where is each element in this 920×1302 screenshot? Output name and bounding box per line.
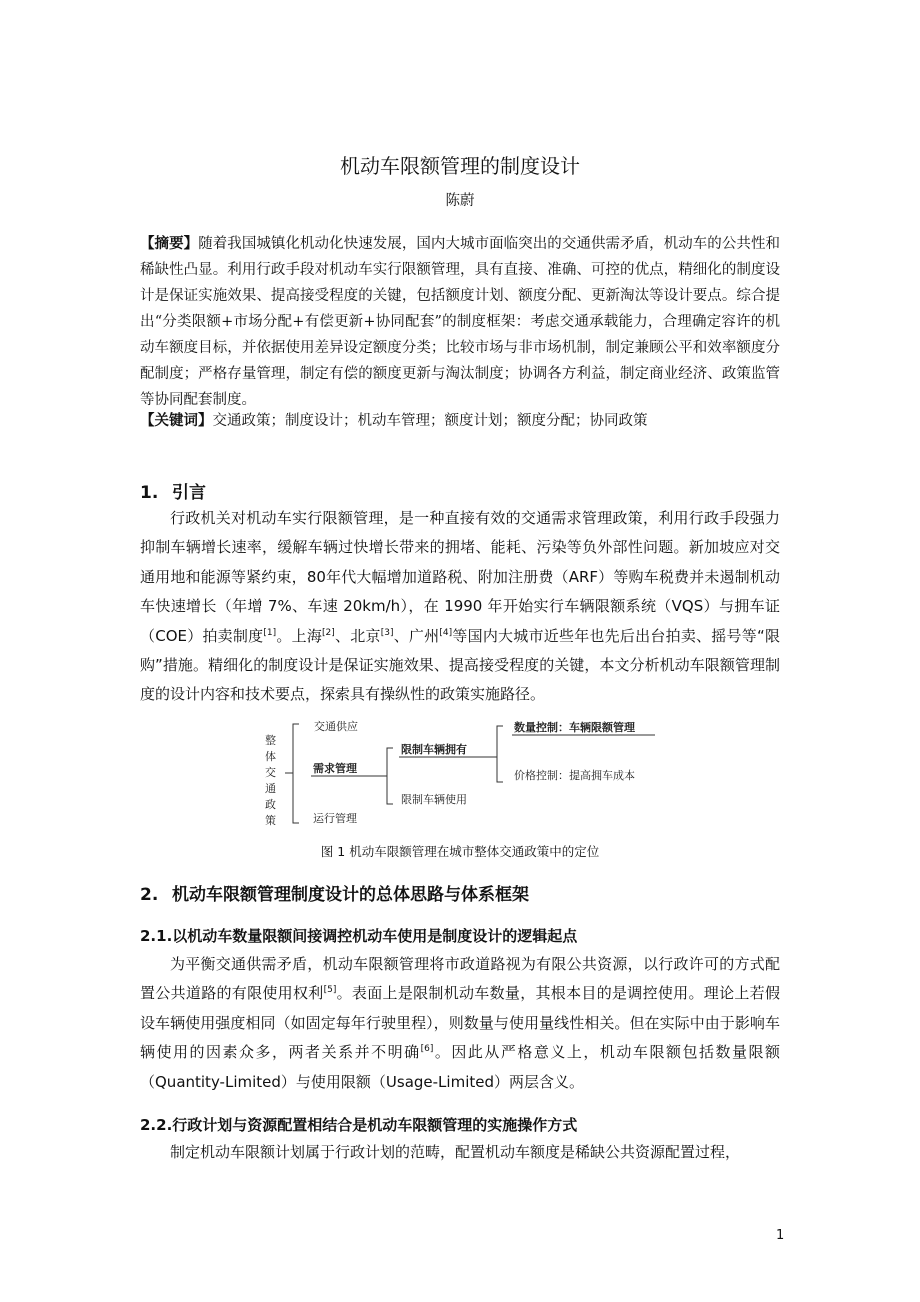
abstract-label: 【摘要】 xyxy=(140,236,199,252)
section-2-2-heading: 2.2.行政计划与资源配置相结合是机动车限额管理的实施操作方式 xyxy=(140,1116,578,1134)
author: 陈蔚 xyxy=(445,193,475,209)
keywords xyxy=(140,408,780,434)
keywords-text: 交通政策；制度设计；机动车管理；额度计划；额度分配；协同政策 xyxy=(212,413,648,429)
section-1-paragraph: 行政机关对机动车实行限额管理，是一种直接有效的交通需求管理政策，利用行政手段强力抑制车辆增长速率，缓解车辆过快增长带来的拥堵、能耗、污染等负外部性问题。新加坡应对交通用地和能源等紧约束，80年代大幅增加道路税、附加注册费（ARF）等购车税费并未遏制机动车快速增长（年增 7%、车速 20km/h），在 1990 年开始实行车辆限额系统（VQS）与拥车证（COE）拍卖制度[1]。上海[2]、北京[3]、广州[4]等国内大城市近些年也先后出台拍卖、摇号等“限购”措施。精细化的制度设计是保证实施效果、提高接受程度的关键，本文分析机动车限额管理制度的设计内容和技术要点，探索具有操纵性的政策实施路径。 xyxy=(140,509,780,704)
diagram-root-char: 政 xyxy=(265,798,276,811)
abstract-text: 随着我国城镇化机动化快速发展，国内大城市面临突出的交通供需矛盾，机动车的公共性和稀缺性凸显。利用行政手段对机动车实行限额管理，具有直接、准确、可控的优点，精细化的制度设计是保证实施效果、提高接受程度的关键，包括额度计划、额度分配、更新淘汰等设计要点。综合提出“分类限额+市场分配+有偿更新+协同配套”的制度框架：考虑交通承载能力，合理确定容许的机动车额度目标，并依据使用差异设定额度分类；比较市场与非市场机制，制定兼顾公平和效率额度分配制度；严格存量管理，制定有偿的额度更新与淘汰制度；协调各方利益，制定商业经济、政策监管等协同配套制度。 xyxy=(140,236,780,408)
diagram-root-char: 体 xyxy=(265,750,276,763)
section-2-1-paragraph: 为平衡交通供需矛盾，机动车限额管理将市政道路视为有限公共资源，以行政许可的方式配置公共道路的有限使用权利[5]。表面上是限制机动车数量，其根本目的是调控使用。理论上若假设车辆使用强度相同（如固定每年行驶里程），则数量与使用量线性相关。但在实际中由于影响车辆使用的因素众多，两者关系并不明确[6]。因此从严格意义上，机动车限额包括数量限额（Quantity-Limited）与使用限额（Usage-Limited）两层含义。 xyxy=(140,955,780,1091)
figure-1-diagram xyxy=(255,716,675,831)
section-2-heading xyxy=(140,880,529,905)
citation: [4] xyxy=(439,627,453,638)
page-number: 1 xyxy=(776,1228,785,1243)
keywords-label: 【关键词】 xyxy=(140,413,213,429)
node-operation: 运行管理 xyxy=(313,812,357,825)
citation: [6] xyxy=(420,1044,434,1055)
citation: [2] xyxy=(322,627,335,638)
citation: [1] xyxy=(263,627,277,638)
diagram-root-char: 策 xyxy=(265,814,276,827)
node-limit-own: 限制车辆拥有 xyxy=(401,743,467,756)
citation: [5] xyxy=(323,985,337,996)
citation: [3] xyxy=(380,627,394,638)
section-2-1-heading: 2.1.以机动车数量限额间接调控机动车使用是制度设计的逻辑起点 xyxy=(140,927,578,945)
paper-title: 机动车限额管理的制度设计 xyxy=(340,154,580,178)
section-2-title: 机动车限额管理制度设计的总体思路与体系框架 xyxy=(172,885,529,905)
node-quantity: 数量控制：车辆限额管理 xyxy=(514,721,635,734)
abstract xyxy=(140,231,780,413)
section-1-number: 1. xyxy=(140,483,159,503)
section-1-title: 引言 xyxy=(172,483,206,503)
node-price: 价格控制：提高拥车成本 xyxy=(514,769,635,782)
node-supply: 交通供应 xyxy=(314,720,358,733)
diagram-root-char: 整 xyxy=(265,734,276,747)
node-demand: 需求管理 xyxy=(313,762,357,775)
node-limit-use: 限制车辆使用 xyxy=(401,793,467,806)
section-1-heading xyxy=(140,478,206,503)
section-2-2-paragraph: 制定机动车限额计划属于行政计划的范畴，配置机动车额度是稀缺公共资源配置过程， xyxy=(170,1143,741,1161)
diagram-root-char: 交 xyxy=(265,766,276,779)
section-2-number: 2. xyxy=(140,885,159,905)
figure-1-caption: 图 1 机动车限额管理在城市整体交通政策中的定位 xyxy=(320,844,600,859)
diagram-root-char: 通 xyxy=(265,782,276,795)
